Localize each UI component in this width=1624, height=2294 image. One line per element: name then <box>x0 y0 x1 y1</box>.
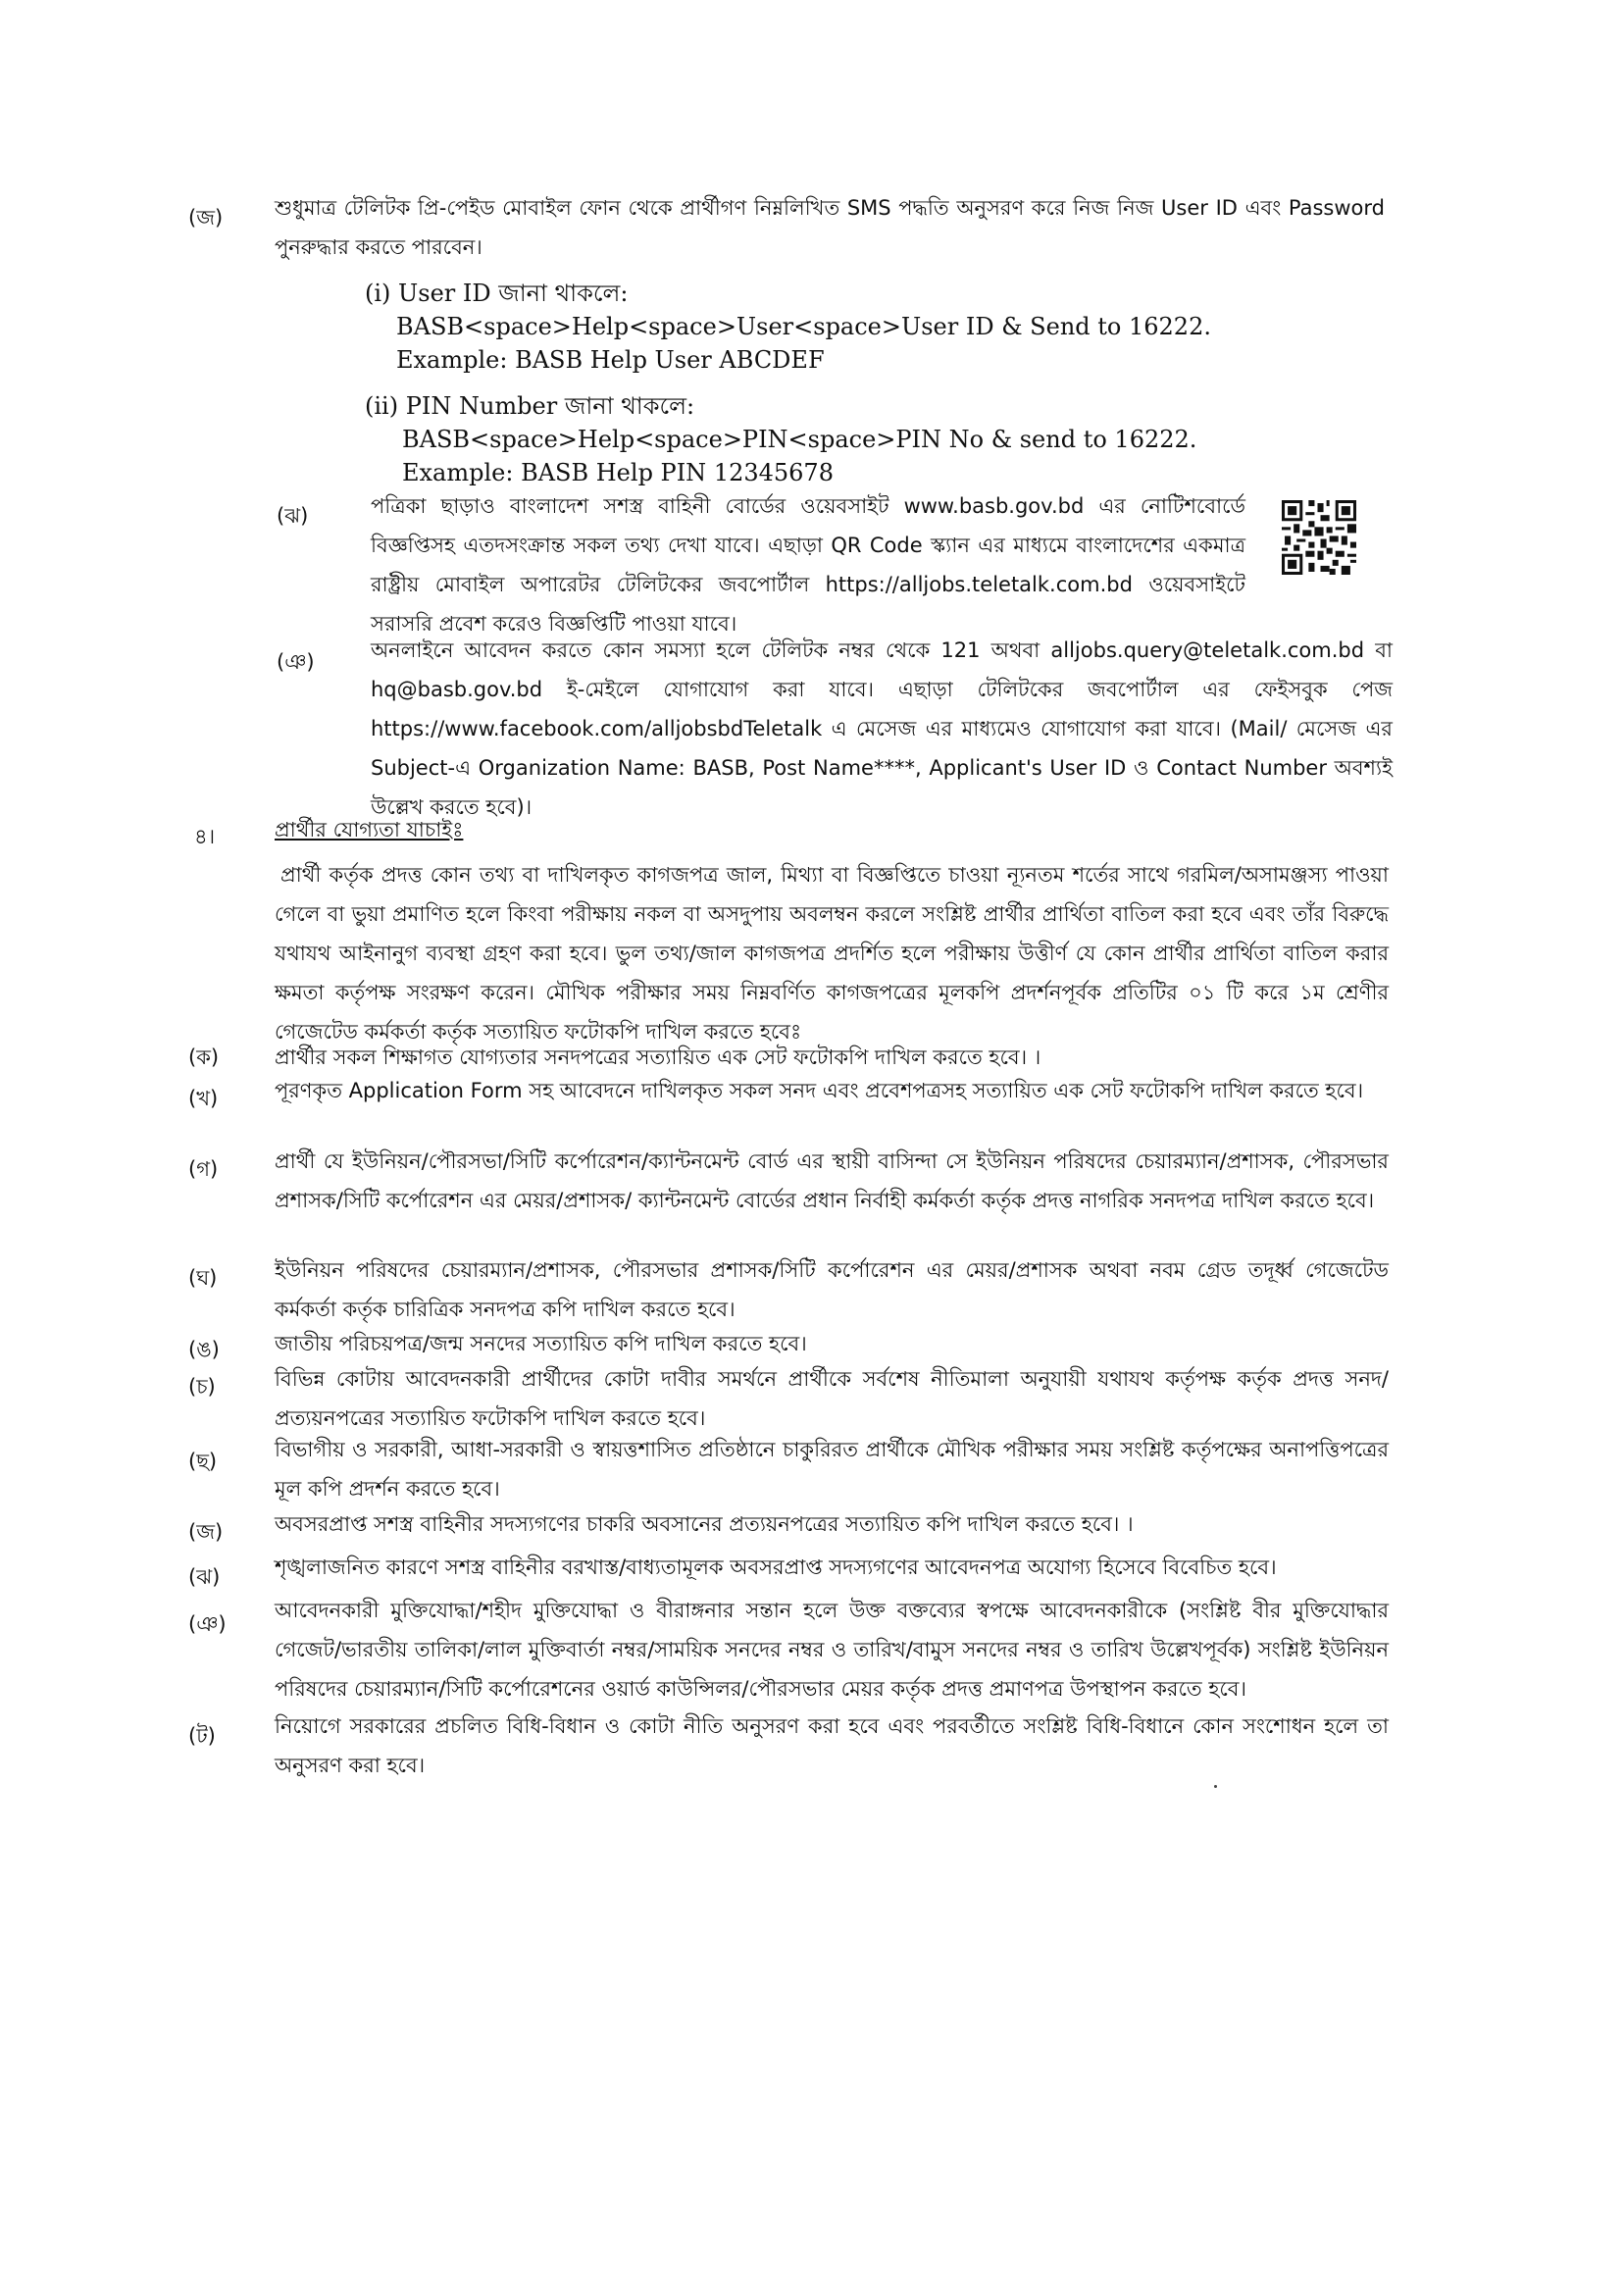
sms-pin-format: BASB<space>Help<space>PIN<space>PIN No & send to 16222. <box>402 426 1197 453</box>
item-jha-label: (জ) <box>188 206 224 229</box>
item-jha2-text: পত্রিকা ছাড়াও বাংলাদেশ সশস্ত্র বাহিনী বোর্ডের ওয়েবসাইট www.basb.gov.bd এর নোটিশবোর্ডে বিজ্ঞপ্তিসহ এতদসংক্রান্ত সকল তথ্য দেখা যাবে। এছাড়া QR Code স্ক্যান এর মাধ্যমে বাংলাদেশের একমাত্র রাষ্ট্রীয় মোবাইল অপারেটর টেলিটকের জবপোর্টাল https://alljobs.teletalk.com.bd ওয়েবসাইটে সরাসরি প্রবেশ করেও বিজ্ঞপ্তিটি পাওয়া যাবে। <box>371 494 1245 636</box>
sms-user-id-example: Example: BASB Help User ABCDEF <box>396 346 825 374</box>
doc-item-nya-label: (ঞ) <box>188 1612 227 1636</box>
doc-item-ca-label: (চ) <box>188 1375 216 1399</box>
doc-item-kha-label: (খ) <box>188 1087 219 1110</box>
doc-item-ka-text: প্রার্থীর সকল শিক্ষাগত যোগ্যতার সনদপত্রের সত্যায়িত এক সেট ফটোকপি দাখিল করতে হবে। । <box>275 1045 1041 1069</box>
doc-item-ja-label: (জ) <box>188 1520 224 1544</box>
item-nya-text: অনলাইনে আবেদন করতে কোন সমস্যা হলে টেলিটক নম্বর থেকে 121 অথবা alljobs.query@teletalk.com.bd বা hq@basb.gov.bd ই-মেইলে যোগাযোগ করা যাবে। এছাড়া টেলিটকের জবপোর্টাল এর ফেইসবুক পেজ https://www.facebook.com/alljobsbdTeletalk এ মেসেজ এর মাধ্যমেও যোগাযোগ করা যাবে। (Mail/ মেসেজ এর Subject-এ Organization Name: BASB, Post Name****, Applicant's User ID ও Contact Number অবশ্যই উল্লেখ করতে হবে)। <box>371 638 1393 819</box>
doc-item-cha-text: বিভাগীয় ও সরকারী, আধা-সরকারী ও স্বায়ত্তশাসিত প্রতিষ্ঠানে চাকুরিরত প্রার্থীকে মৌখিক পরীক্ষার সময় সংশ্লিষ্ট কর্তৃপক্ষের অনাপত্তিপত্রের মূল কপি প্রদর্শন করতে হবে। <box>275 1438 1389 1501</box>
doc-item-ta-label: (ট) <box>188 1724 216 1748</box>
sms-user-id-block <box>365 277 1326 377</box>
doc-item-jha-text: শৃঙ্খলাজনিত কারণে সশস্ত্র বাহিনীর বরখাস্ত/বাধ্যতামূলক অবসরপ্রাপ্ত সদস্যগণের আবেদনপত্র অযোগ্য হিসেবে বিবেচিত হবে। <box>275 1555 1277 1579</box>
doc-item-uma-label: (ঙ) <box>188 1338 220 1361</box>
sms-pin-example: Example: BASB Help PIN 12345678 <box>402 459 834 486</box>
section4-title: প্রার্থীর যোগ্যতা যাচাইঃ <box>275 818 464 841</box>
qr-code-icon <box>1282 498 1356 577</box>
doc-item-uma-text: জাতীয় পরিচয়পত্র/জন্ম সনদের সত্যায়িত কপি দাখিল করতে হবে। <box>275 1332 807 1355</box>
item-jha-text: শুধুমাত্র টেলিটক প্রি-পেইড মোবাইল ফোন থেকে প্রার্থীগণ নিম্নলিখিত SMS পদ্ধতি অনুসরণ করে নিজ নিজ User ID এবং Password পুনরুদ্ধার করতে পারবেন। <box>275 196 1385 259</box>
sms-pin-heading: (ii) PIN Number জানা থাকলে: <box>365 392 695 420</box>
doc-item-cha-label: (ছ) <box>188 1450 218 1473</box>
doc-item-gha-text: ইউনিয়ন পরিষদের চেয়ারম্যান/প্রশাসক, পৌরসভার প্রশাসক/সিটি কর্পোরেশন এর মেয়র/প্রশাসক অথবা নবম গ্রেড তদূর্ধ্ব গেজেটেড কর্মকর্তা কর্তৃক চারিত্রিক সনদপত্র কপি দাখিল করতে হবে। <box>275 1258 1389 1321</box>
doc-item-jha-label: (ঝ) <box>188 1565 221 1589</box>
sms-user-id-format: BASB<space>Help<space>User<space>User ID & Send to 16222. <box>396 313 1211 340</box>
doc-item-ga-text: প্রার্থী যে ইউনিয়ন/পৌরসভা/সিটি কর্পোরেশন/ক্যান্টনমেন্ট বোর্ড এর স্থায়ী বাসিন্দা সে ইউনিয়ন পরিষদের চেয়ারম্যান/প্রশাসক, পৌরসভার প্রশাসক/সিটি কর্পোরেশন এর মেয়র/প্রশাসক/ ক্যান্টনমেন্ট বোর্ডের প্রধান নির্বাহী কর্মকর্তা কর্তৃক প্রদত্ত নাগরিক সনদপত্র দাখিল করতে হবে। <box>275 1149 1389 1212</box>
doc-item-nya-text: আবেদনকারী মুক্তিযোদ্ধা/শহীদ মুক্তিযোদ্ধা ও বীরাঙ্গনার সন্তান হলে উক্ত বক্তব্যের স্বপক্ষে আবেদনকারীকে (সংশ্লিষ্ট বীর মুক্তিযোদ্ধার গেজেট/ভারতীয় তালিকা/লাল মুক্তিবার্তা নম্বর/সাময়িক সনদের নম্বর ও তারিখ/বামুস সনদের নম্বর ও তারিখ উল্লেখপূর্বক) সংশ্লিষ্ট ইউনিয়ন পরিষদের চেয়ারম্যান/সিটি কর্পোরেশনের ওয়ার্ড কাউন্সিলর/পৌরসভার মেয়র কর্তৃক প্রদত্ত প্রমাণপত্র উপস্থাপন করতে হবে। <box>275 1599 1389 1701</box>
scan-speck <box>1214 1785 1217 1788</box>
doc-item-ta-text: নিয়োগে সরকারের প্রচলিত বিধি-বিধান ও কোটা নীতি অনুসরণ করা হবে এবং পরবর্তীতে সংশ্লিষ্ট বিধি-বিধানে কোন সংশোধন হলে তা অনুসরণ করা হবে। <box>275 1714 1389 1777</box>
doc-item-kha-text: পূরণকৃত Application Form সহ আবেদনে দাখিলকৃত সকল সনদ এবং প্রবেশপত্রসহ সত্যায়িত এক সেট ফটোকপি দাখিল করতে হবে। <box>275 1079 1364 1102</box>
doc-item-ka-label: (ক) <box>188 1045 220 1069</box>
section4-intro: প্রার্থী কর্তৃক প্রদত্ত কোন তথ্য বা দাখিলকৃত কাগজপত্র জাল, মিথ্যা বা বিজ্ঞপ্তিতে চাওয়া ন্যূনতম শর্তের সাথে গরমিল/অসামঞ্জস্য পাওয়া গেলে বা ভুয়া প্রমাণিত হলে কিংবা পরীক্ষায় নকল বা অসদুপায় অবলম্বন করলে সংশ্লিষ্ট প্রার্থীর প্রার্থিতা বাতিল করা হবে এবং তাঁর বিরুদ্ধে যথাযথ আইনানুগ ব্যবস্থা গ্রহণ করা হবে। ভুল তথ্য/জাল কাগজপত্র প্রদর্শিত হলে পরীক্ষায় উত্তীর্ণ যে কোন প্রার্থীর প্রার্থিতা বাতিল করার ক্ষমতা কর্তৃপক্ষ সংরক্ষণ করেন। মৌখিক পরীক্ষার সময় নিম্নবর্ণিত কাগজপত্রের মূলকপি প্রদর্শনপূর্বক প্রতিটির ০১ টি করে ১ম শ্রেণীর গেজেটেড কর্মকর্তা কর্তৃক সত্যায়িত ফটোকপি দাখিল করতে হবেঃ <box>275 863 1389 1044</box>
doc-item-gha-label: (ঘ) <box>188 1266 218 1290</box>
sms-pin-block <box>365 389 1326 489</box>
doc-item-ca-text: বিভিন্ন কোটায় আবেদনকারী প্রার্থীদের কোটা দাবীর সমর্থনে প্রার্থীকে সর্বশেষ নীতিমালা অনুযায়ী যথাযথ কর্তৃপক্ষ কর্তৃক প্রদত্ত সনদ/প্রত্যয়নপত্রের সত্যায়িত ফটোকপি দাখিল করতে হবে। <box>275 1367 1389 1430</box>
item-nya-label: (ঞ) <box>277 650 315 674</box>
section4-number: ৪। <box>194 825 216 848</box>
sms-user-id-heading: (i) User ID জানা থাকলে: <box>365 280 629 307</box>
doc-item-ga-label: (গ) <box>188 1157 219 1181</box>
item-jha2-label: (ঝ) <box>277 504 309 528</box>
doc-item-ja-text: অবসরপ্রাপ্ত সশস্ত্র বাহিনীর সদস্যগণের চাকরি অবসানের প্রত্যয়নপত্রের সত্যায়িত কপি দাখিল করতে হবে। । <box>275 1512 1134 1536</box>
